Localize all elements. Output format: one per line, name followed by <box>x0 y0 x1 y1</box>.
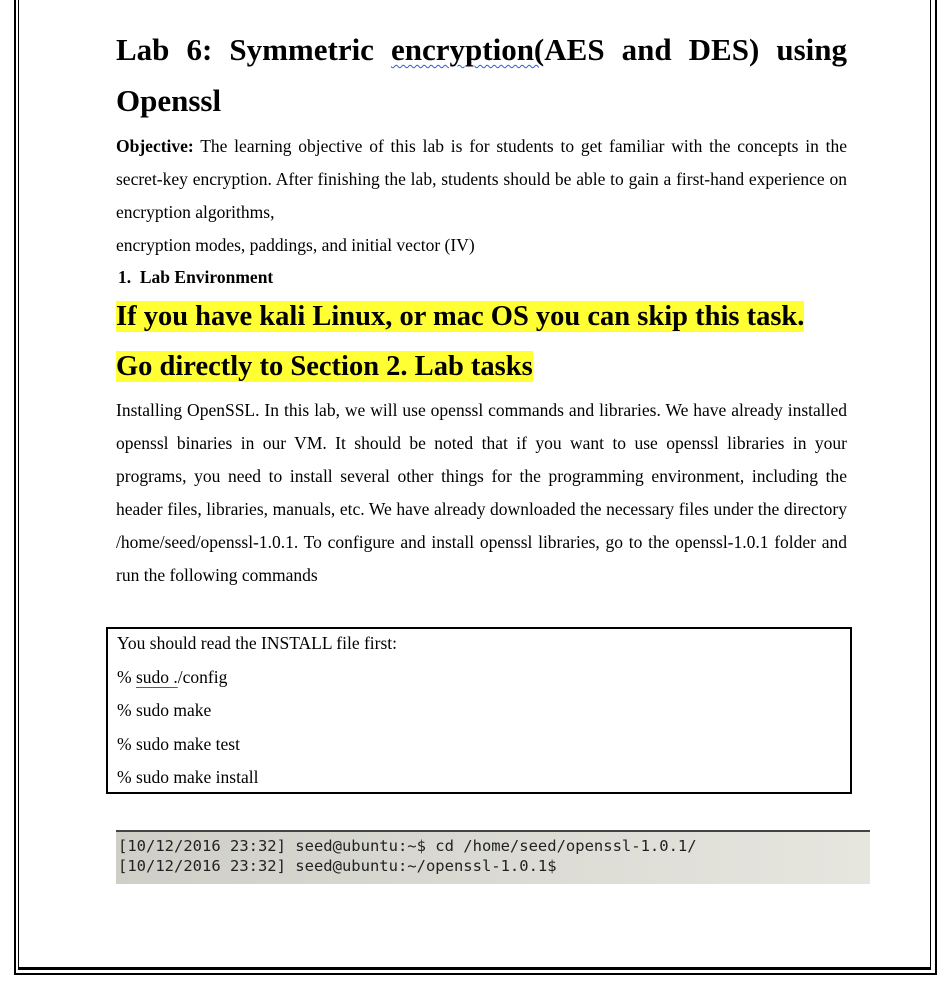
highlight-note-2: Go directly to Section 2. Lab tasks <box>116 351 533 382</box>
code-line: You should read the INSTALL file first: <box>117 633 398 653</box>
objective-paragraph: Objective: The learning objective of this lab is for students to get familiar with the concepts in the secret-key encryption. After finishing the lab, students should be able to gain a first-hand experience on encryption algorithms, <box>116 136 847 222</box>
terminal-line: [10/12/2016 23:32] seed@ubuntu:~/openssl-1.0.1$ <box>118 857 557 875</box>
page-title: Lab 6: Symmetric encryption(AES and DES) using <box>116 32 847 67</box>
objective-label: Objective: <box>116 136 194 156</box>
page-title-line2: Openssl <box>116 83 222 118</box>
spellcheck-word: sudo . <box>135 666 178 687</box>
code-line: % sudo make test <box>117 733 240 754</box>
code-line: % sudo ./config <box>117 666 228 687</box>
document-content <box>116 24 847 592</box>
section-heading: 1. Lab Environment <box>118 267 274 287</box>
spellcheck-word: encryption( <box>391 32 545 67</box>
code-line: % sudo make install <box>117 767 259 787</box>
objective-line2: encryption modes, paddings, and initial vector (IV) <box>116 235 475 255</box>
install-commands-box <box>106 627 852 794</box>
highlight-note-1: If you have kali Linux, or mac OS you can skip this task. <box>116 301 805 332</box>
install-paragraph: Installing OpenSSL. In this lab, we will use openssl commands and libraries. We have already installed openssl binaries in our VM. It should be noted that if you want to use openssl libraries in your programs, you need to install several other things for the programming environment, including the header files, libraries, manuals, etc. We have already downloaded the necessary files under the directory /home/seed/openssl-1.0.1. To configure and install openssl libraries, go to the openssl-1.0.1 folder and run the following commands <box>116 400 847 585</box>
terminal-screenshot <box>116 830 870 884</box>
code-line: % sudo make <box>117 700 212 720</box>
terminal-line: [10/12/2016 23:32] seed@ubuntu:~$ cd /home/seed/openssl-1.0.1/ <box>118 837 697 855</box>
